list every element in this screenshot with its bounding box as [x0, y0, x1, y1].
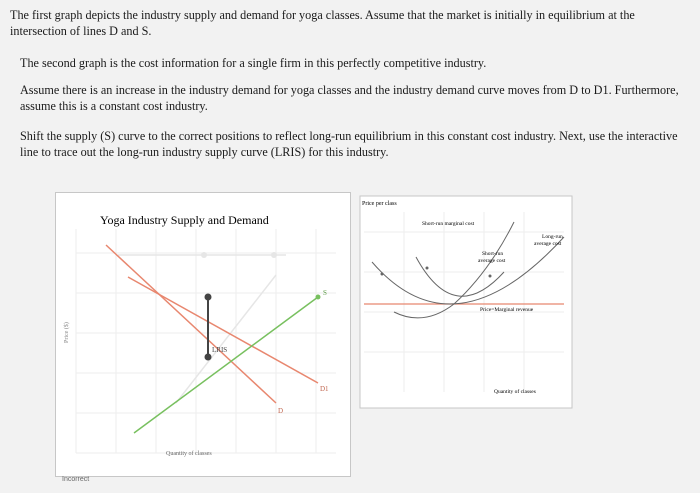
firm-x-axis-label: Quantity of classes — [494, 389, 536, 395]
industry-graph-title: Yoga Industry Supply and Demand — [100, 213, 269, 227]
demand-label-d1: D1 — [320, 385, 329, 393]
instruction-paragraph-1: The first graph depicts the industry supply and demand for yoga classes. Assume that the market is initially in equilibrium at the intersection of lines D and S. — [10, 8, 635, 38]
industry-graph[interactable] — [56, 193, 350, 476]
instruction-paragraph-4: Shift the supply (S) curve to the correct positions to reflect long-run equilibrium in this constant cost industry. Next, use the interactive line to trace out the long-run industry supply curve (LRIS) for this industry. — [20, 129, 678, 159]
instruction-paragraph-3: Assume there is an increase in the industry demand for yoga classes and the industry demand curve moves from D to D1. Furthermore, assume this is a constant cost industry. — [20, 83, 679, 113]
srac-point — [426, 267, 429, 270]
srac-label-line1: Short-run — [482, 251, 504, 257]
supply-handle[interactable] — [316, 295, 321, 300]
lrac-left-point — [381, 273, 384, 276]
industry-y-axis-label: Price ($) — [64, 322, 70, 343]
ghost-point-right — [271, 252, 277, 258]
lrac-point — [489, 275, 492, 278]
demand-label-d: D — [278, 407, 284, 415]
supply-label: S — [323, 289, 327, 297]
firm-y-axis-label: Price per class — [362, 201, 397, 207]
incorrect-status: Incorrect — [62, 476, 90, 483]
lris-label: LRIS — [212, 346, 228, 354]
firm-cost-graph — [354, 192, 584, 422]
ghost-point-left — [201, 252, 207, 258]
industry-x-axis-label: Quantity of classes — [166, 451, 212, 457]
industry-graph-panel[interactable] — [55, 192, 351, 477]
industry-graph-grid — [76, 229, 336, 453]
instruction-paragraph-2: The second graph is the cost information for a single firm in this perfectly competitive industry. — [20, 56, 487, 70]
srac-label-line2: average cost — [478, 258, 506, 264]
lrac-label-line2: average cost — [534, 241, 562, 247]
lris-handle-top[interactable] — [205, 294, 212, 301]
lrac-label-line1: Long-run — [542, 234, 563, 240]
smc-label: Short-run marginal cost — [422, 221, 475, 227]
lris-handle-bottom[interactable] — [205, 354, 212, 361]
demand-curve-d[interactable] — [106, 245, 276, 403]
price-mr-label: Price=Marginal revenue — [480, 307, 534, 313]
